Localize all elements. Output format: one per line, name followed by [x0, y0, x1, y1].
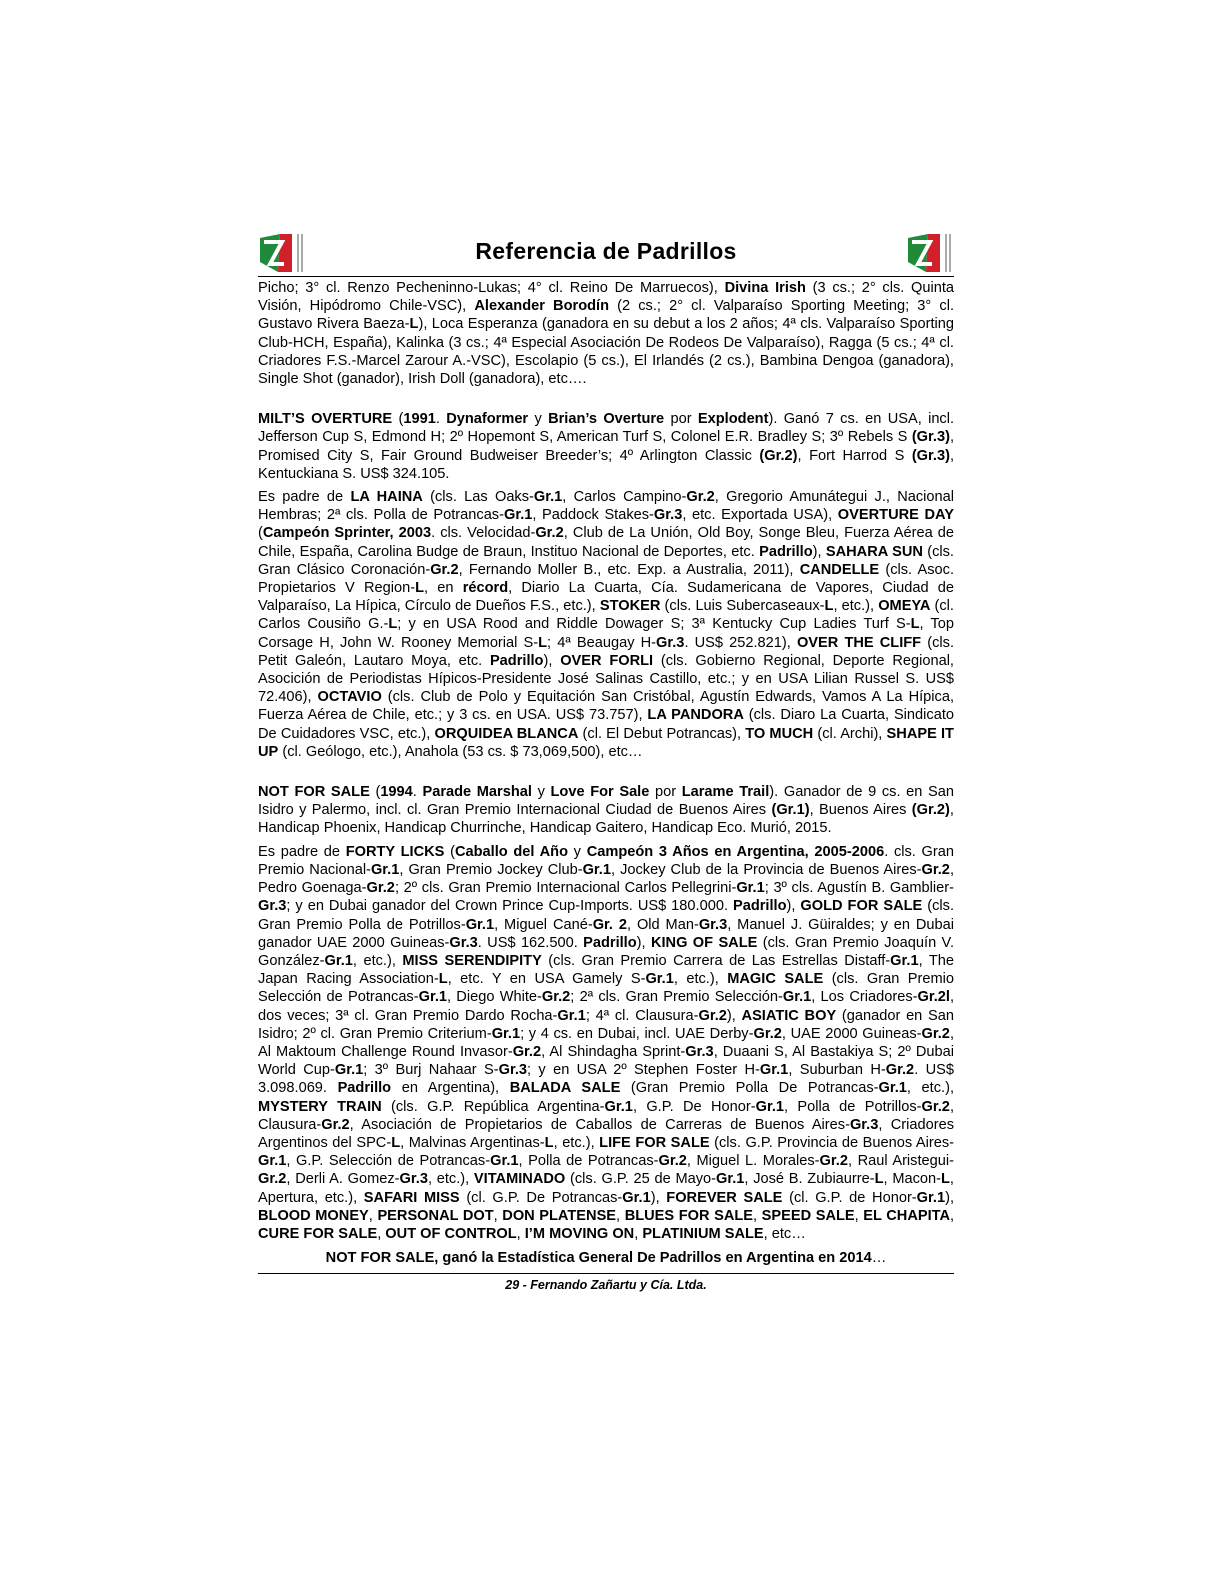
page-title: Referencia de Padrillos [475, 238, 737, 264]
logo-right-icon [906, 232, 954, 276]
footer-rule [258, 1273, 954, 1274]
entry-milts-overture-progeny: Es padre de LA HAINA (cls. Las Oaks-Gr.1, Carlos Campino-Gr.2, Gregorio Amunátegui J., Nacional Hembras; 2ª cls. Polla de Potrancas-Gr.1, Paddock Stakes-Gr.3, etc. Exportada USA), OVERTURE DAY (Campeón Sprinter, 2003. cls. Velocidad-Gr.2, Club de La Unión, Old Boy, Songe Bleu, Fuerza Aérea de Chile, España, Carolina Budge de Braun, Instituo Nacional de Deportes, etc. Padrillo), SAHARA SUN (cls. Gran Clásico Coronación-Gr.2, Fernando Moller B., etc. Exp. a Australia, 2011), CANDELLE (cls. Asoc. Propietarios V Region-L, en récord, Diario La Cuarta, Cía. Sudamericana de Vapores, Ciudad de Valparaíso, La Hípica, Círculo de Dueños F.S., etc.), STOKER (cls. Luis Subercaseaux-L, etc.), OMEYA (cl. Carlos Cousiño G.-L; y en USA Rood and Riddle Dowager S; 3ª Kentucky Cup Ladies Turf S-L, Top Corsage H, John W. Rooney Memorial S-L; 4ª Beaugay H-Gr.3. US$ 252.821), OVER THE CLIFF (cls. Petit Galeón, Lautaro Moya, etc. Padrillo), OVER FORLI (cls. Gobierno Regional, Deporte Regional, Asocición de Periodistas Hípicos-Presidente José Salinas Castillo, etc.; y en USA Lilian Russel S. US$ 72.406), OCTAVIO (cls. Club de Polo y Equitación San Cristóbal, Agustín Edwards, Vamos A La Hípica, Fuerza Aérea de Chile, etc.; y 3 cs. en USA. US$ 73.757), LA PANDORA (cls. Diaro La Cuarta, Sindicato De Cuidadores VSC, etc.), ORQUIDEA BLANCA (cl. El Debut Potrancas), TO MUCH (cl. Archi), SHAPE IT UP (cl. Geólogo, etc.), Anahola (53 cs. $ 73,069,500), etc… [258, 489, 954, 760]
page-footer: 29 - Fernando Zañartu y Cía. Ltda. [505, 1278, 707, 1293]
entry-not-for-sale-progeny: Es padre de FORTY LICKS (Caballo del Año y Campeón 3 Años en Argentina, 2005-2006. cls. Gran Premio Nacional-Gr.1, Gran Premio Jockey Club-Gr.1, Jockey Club de la Provincia de Buenos Aires-Gr.2, Pedro Goenaga-Gr.2; 2º cls. Gran Premio Internacional Carlos Pellegrini-Gr.1; 3º cls. Agustín B. Gamblier-Gr.3; y en Dubai ganador del Crown Prince Cup-Imports. US$ 180.000. Padrillo), GOLD FOR SALE (cls. Gran Premio Polla de Potrillos-Gr.1, Miguel Cané-Gr. 2, Old Man-Gr.3, Manuel J. Güiraldes; y en Dubai ganador UAE 2000 Guineas-Gr.3. US$ 162.500. Padrillo), KING OF SALE (cls. Gran Premio Joaquín V. González-Gr.1, etc.), MISS SERENDIPITY (cls. Gran Premio Carrera de Las Estrellas Distaff-Gr.1, The Japan Racing Association-L, etc. Y en USA Gamely S-Gr.1, etc.), MAGIC SALE (cls. Gran Premio Selección de Potrancas-Gr.1, Diego White-Gr.2; 2ª cls. Gran Premio Selección-Gr.1, Los Criadores-Gr.2l, dos veces; 3ª cl. Gran Premio Dardo Rocha-Gr.1; 4ª cl. Clausura-Gr.2), ASIATIC BOY (ganador en San Isidro; 2º cl. Gran Premio Criterium-Gr.1; y 4 cs. en Dubai, incl. UAE Derby-Gr.2, UAE 2000 Guineas-Gr.2, Al Maktoum Challenge Round Invasor-Gr.2, Al Shindagha Sprint-Gr.3, Duaani S, Al Bastakiya S; 2º Dubai World Cup-Gr.1; 3º Burj Nahaar S-Gr.3; y en USA 2º Stephen Foster H-Gr.1, Suburban H-Gr.2. US$ 3.098.069. Padrillo en Argentina), BALADA SALE (Gran Premio Polla De Potrancas-Gr.1, etc.), MYSTERY TRAIN (cls. G.P. República Argentina-Gr.1, G.P. De Honor-Gr.1, Polla de Potrillos-Gr.2, Clausura-Gr.2, Asociación de Propietarios de Caballos de Carreras de Buenos Aires-Gr.3, Criadores Argentinos del SPC-L, Malvinas Argentinas-L, etc.), LIFE FOR SALE (cls. G.P. Provincia de Buenos Aires-Gr.1, G.P. Selección de Potrancas-Gr.1, Polla de Potrancas-Gr.2, Miguel L. Morales-Gr.2, Raul Aristegui-Gr.2, Derli A. Gomez-Gr.3, etc.), VITAMINADO (cls. G.P. 25 de Mayo-Gr.1, José B. Zubiaurre-L, Macon-L, Apertura, etc.), SAFARI MISS (cl. G.P. De Potrancas-Gr.1), FOREVER SALE (cl. G.P. de Honor-Gr.1), BLOOD MONEY, PERSONAL DOT, DON PLATENSE, BLUES FOR SALE, SPEED SALE, EL CHAPITA, CURE FOR SALE, OUT OF CONTROL, I’M MOVING ON, PLATINIUM SALE, etc… [258, 843, 955, 1242]
entry-name: NOT FOR SALE [258, 784, 370, 801]
page-header [258, 228, 954, 277]
entry-milts-overture-summary [258, 410, 954, 483]
entry-summary-text: (1994. Parade Marshal y Love For Sale por Larame Trail). Ganador de 9 cs. en San Isidro y Palermo, incl. cl. Gran Premio Internacional Ciudad de Buenos Aires (Gr.1), Buenos Aires (Gr.2), Handicap Phoenix, Handicap Churrinche, Handicap Gaitero, Handicap Eco. Murió, 2015. [258, 784, 954, 837]
document-page [258, 228, 954, 1292]
closing-text: NOT FOR SALE, ganó la Estadística General De Padrillos en Argentina en 2014 [325, 1250, 872, 1267]
intro-paragraph: Picho; 3° cl. Renzo Pecheninno-Lukas; 4° cl. Reino De Marruecos), Divina Irish (3 cs.; 2° cls. Quinta Visión, Hipódromo Chile-VSC), Alexander Borodín (2 cs.; 2° cl. Valparaíso Sporting Meeting; 3° cl. Gustavo Rivera Baeza-L), Loca Esperanza (ganadora en su debut a los 2 años; 4ª cls. Valparaíso Sporting Club-HCH, España), Kalinka (3 cs.; 4ª Especial Asociación De Rodeos De Valparaíso), Ragga (5 cs.; 4ª cl. Criadores F.S.-Marcel Zarour A.-VSC), Escolapio (5 cs.), El Irlandés (2 cs.), Bambina Dengoa (ganadora), Single Shot (ganador), Irish Doll (ganadora), etc…. [258, 280, 955, 388]
closing-statement [258, 1249, 954, 1267]
closing-ellipsis: … [871, 1250, 887, 1267]
entry-name: MILT’S OVERTURE [258, 411, 393, 428]
entry-not-for-sale-summary [258, 783, 954, 838]
entry-summary-text: (1991. Dynaformer y Brian’s Overture por Explodent). Ganó 7 cs. en USA, incl. Jefferson Cup S, Edmond H; 2º Hopemont S, American Turf S, Colonel E.R. Bradley S; 3º Rebels S (Gr.3), Promised City S, Fair Ground Budweiser Breeder’s; 4º Arlington Classic (Gr.2), Fort Harrod S (Gr.3), Kentuckiana S. US$ 324.105. [258, 411, 955, 482]
